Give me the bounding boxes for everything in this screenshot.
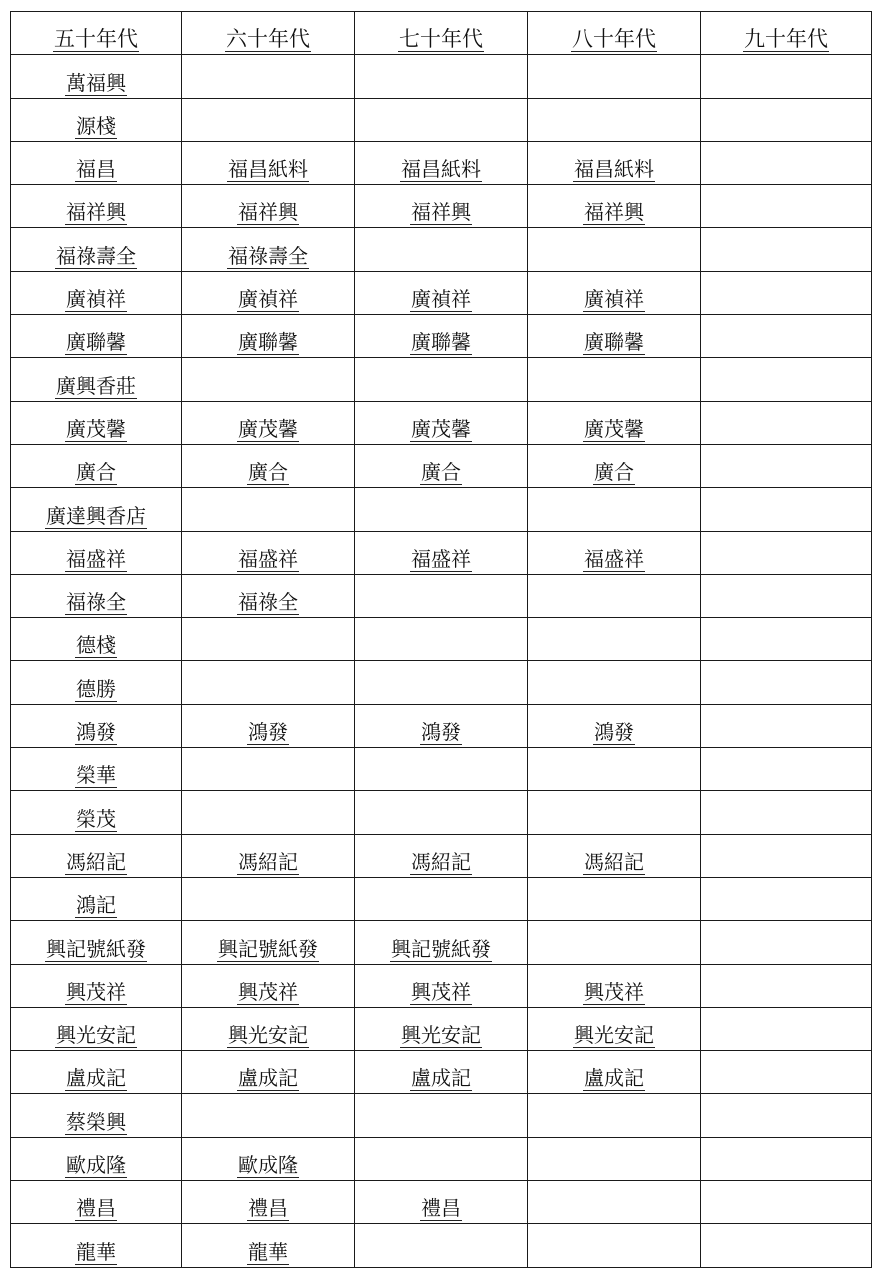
table-row <box>11 358 872 401</box>
table-row <box>11 488 872 531</box>
shop-name: 福盛祥 <box>411 546 471 571</box>
table-cell <box>182 877 355 920</box>
table-cell <box>182 401 355 444</box>
table-cell <box>182 574 355 617</box>
table-cell <box>182 1051 355 1094</box>
table-cell <box>355 228 528 271</box>
shop-name: 福盛祥 <box>238 546 298 571</box>
shop-name: 鴻發 <box>76 720 116 745</box>
table-cell <box>11 704 182 747</box>
table-cell <box>528 271 701 314</box>
table-row <box>11 228 872 271</box>
shop-name: 廣合 <box>76 460 116 485</box>
table-cell <box>355 791 528 834</box>
table-cell <box>528 704 701 747</box>
table-cell <box>701 55 872 98</box>
table-cell <box>355 444 528 487</box>
table-cell <box>701 1051 872 1094</box>
shop-name: 興光安記 <box>574 1023 654 1048</box>
table-cell <box>182 834 355 877</box>
table-cell <box>701 1137 872 1180</box>
shop-name: 廣聯馨 <box>411 330 471 355</box>
shop-name: 馮紹記 <box>238 849 298 874</box>
table-row <box>11 704 872 747</box>
shop-name: 廣禎祥 <box>584 287 644 312</box>
table-cell <box>182 1224 355 1267</box>
shop-name: 廣茂馨 <box>238 416 298 441</box>
table-cell <box>11 228 182 271</box>
table-cell <box>182 921 355 964</box>
table-cell <box>355 271 528 314</box>
table-row <box>11 1137 872 1180</box>
column-header-1990s: 九十年代 <box>701 12 872 55</box>
table-cell <box>355 358 528 401</box>
table-cell <box>182 228 355 271</box>
table-cell <box>182 791 355 834</box>
table-cell <box>11 1094 182 1137</box>
shop-name: 廣合 <box>594 460 634 485</box>
table-cell <box>355 877 528 920</box>
shop-name: 興茂祥 <box>411 979 471 1004</box>
table-cell <box>182 55 355 98</box>
table-cell <box>701 401 872 444</box>
shop-name: 鴻發 <box>421 720 461 745</box>
shop-name: 福祿全 <box>238 590 298 615</box>
table-cell <box>182 358 355 401</box>
table-row <box>11 55 872 98</box>
shop-name: 廣聯馨 <box>238 330 298 355</box>
table-row <box>11 1181 872 1224</box>
shop-name: 源棧 <box>76 113 116 138</box>
shop-name: 興光安記 <box>56 1023 136 1048</box>
table-cell <box>11 964 182 1007</box>
table-cell <box>182 444 355 487</box>
table-cell <box>528 55 701 98</box>
table-cell <box>701 358 872 401</box>
shop-name: 鴻記 <box>76 893 116 918</box>
table-cell <box>11 531 182 574</box>
table-cell <box>701 141 872 184</box>
table-cell <box>528 1224 701 1267</box>
table-cell <box>701 1181 872 1224</box>
shop-name: 興茂祥 <box>238 979 298 1004</box>
table-cell <box>701 271 872 314</box>
table-cell <box>701 488 872 531</box>
table-cell <box>182 1137 355 1180</box>
table-cell <box>701 704 872 747</box>
table-cell <box>182 141 355 184</box>
table-cell <box>528 834 701 877</box>
shop-name: 興茂祥 <box>584 979 644 1004</box>
table-cell <box>355 618 528 661</box>
table-cell <box>11 315 182 358</box>
table-cell <box>701 531 872 574</box>
table-cell <box>11 488 182 531</box>
shop-name: 廣合 <box>421 460 461 485</box>
shop-name: 福祿壽全 <box>228 243 308 268</box>
table-row <box>11 921 872 964</box>
column-header-1980s: 八十年代 <box>528 12 701 55</box>
shop-name: 榮茂 <box>76 806 116 831</box>
shop-name: 盧成記 <box>411 1066 471 1091</box>
table-cell <box>355 401 528 444</box>
table-cell <box>701 444 872 487</box>
table-cell <box>11 1181 182 1224</box>
decades-shop-table <box>10 11 872 1268</box>
table-row <box>11 964 872 1007</box>
column-header-1960s: 六十年代 <box>182 12 355 55</box>
shop-name: 福昌紙料 <box>228 157 308 182</box>
shop-name: 盧成記 <box>584 1066 644 1091</box>
shop-name: 福盛祥 <box>66 546 126 571</box>
table-cell <box>701 791 872 834</box>
table-row <box>11 834 872 877</box>
table-cell <box>701 834 872 877</box>
shop-name: 興記號紙發 <box>46 936 146 961</box>
column-header-1970s: 七十年代 <box>355 12 528 55</box>
table-row <box>11 791 872 834</box>
shop-name: 廣興香莊 <box>56 373 136 398</box>
shop-name: 鴻發 <box>594 720 634 745</box>
shop-name: 廣達興香店 <box>46 503 146 528</box>
table-cell <box>528 444 701 487</box>
table-cell <box>528 964 701 1007</box>
table-cell <box>528 877 701 920</box>
table-row <box>11 1007 872 1050</box>
shop-name: 廣合 <box>248 460 288 485</box>
table-cell <box>11 661 182 704</box>
table-cell <box>701 1094 872 1137</box>
shop-name: 福昌 <box>76 157 116 182</box>
table-cell <box>355 1181 528 1224</box>
shop-name: 鴻發 <box>248 720 288 745</box>
table-cell <box>355 704 528 747</box>
table-cell <box>701 1224 872 1267</box>
table-cell <box>528 1137 701 1180</box>
table-row <box>11 401 872 444</box>
table-cell <box>355 531 528 574</box>
shop-name: 龍華 <box>76 1239 116 1264</box>
table-cell <box>355 921 528 964</box>
shop-name: 禮昌 <box>421 1196 461 1221</box>
table-cell <box>355 315 528 358</box>
table-cell <box>528 315 701 358</box>
table-cell <box>701 1007 872 1050</box>
shop-name: 萬福興 <box>66 70 126 95</box>
table-cell <box>701 964 872 1007</box>
table-cell <box>355 488 528 531</box>
table-row <box>11 1051 872 1094</box>
shop-name: 廣聯馨 <box>66 330 126 355</box>
table-cell <box>182 315 355 358</box>
table-cell <box>355 748 528 791</box>
table-cell <box>528 358 701 401</box>
table-row <box>11 531 872 574</box>
table-cell <box>528 401 701 444</box>
table-cell <box>701 661 872 704</box>
table-cell <box>11 1137 182 1180</box>
shop-name: 禮昌 <box>248 1196 288 1221</box>
table-cell <box>528 661 701 704</box>
table-cell <box>355 98 528 141</box>
table-cell <box>11 141 182 184</box>
table-cell <box>701 748 872 791</box>
table-cell <box>355 55 528 98</box>
shop-name: 福祿全 <box>66 590 126 615</box>
table-cell <box>528 141 701 184</box>
table-cell <box>11 748 182 791</box>
table-cell <box>11 271 182 314</box>
shop-name: 福祥興 <box>66 200 126 225</box>
shop-name: 廣茂馨 <box>584 416 644 441</box>
table-cell <box>355 1224 528 1267</box>
table-cell <box>528 531 701 574</box>
table-cell <box>182 1094 355 1137</box>
table-row <box>11 444 872 487</box>
table-cell <box>355 185 528 228</box>
table-cell <box>355 1007 528 1050</box>
shop-name: 榮華 <box>76 763 116 788</box>
shop-name: 歐成隆 <box>238 1153 298 1178</box>
table-cell <box>701 574 872 617</box>
table-row <box>11 141 872 184</box>
table-cell <box>355 1094 528 1137</box>
shop-name: 福祥興 <box>238 200 298 225</box>
table-cell <box>528 1094 701 1137</box>
shop-name: 興光安記 <box>228 1023 308 1048</box>
shop-name: 廣禎祥 <box>238 287 298 312</box>
table-cell <box>182 704 355 747</box>
shop-name: 盧成記 <box>238 1066 298 1091</box>
table-cell <box>11 574 182 617</box>
shop-name: 廣聯馨 <box>584 330 644 355</box>
table-cell <box>11 358 182 401</box>
table-cell <box>182 1007 355 1050</box>
table-cell <box>528 748 701 791</box>
table-row <box>11 661 872 704</box>
table-cell <box>11 921 182 964</box>
table-row <box>11 315 872 358</box>
table-cell <box>355 1051 528 1094</box>
shop-name: 禮昌 <box>76 1196 116 1221</box>
shop-name: 蔡榮興 <box>66 1109 126 1134</box>
table-row <box>11 185 872 228</box>
table-cell <box>528 618 701 661</box>
table-cell <box>11 55 182 98</box>
table-cell <box>528 1007 701 1050</box>
table-row <box>11 748 872 791</box>
shop-name: 德棧 <box>76 633 116 658</box>
table-cell <box>11 618 182 661</box>
table-row <box>11 574 872 617</box>
table-cell <box>182 964 355 1007</box>
shop-name: 廣茂馨 <box>411 416 471 441</box>
shop-name: 馮紹記 <box>411 849 471 874</box>
shop-name: 馮紹記 <box>584 849 644 874</box>
table-cell <box>701 877 872 920</box>
table-cell <box>701 228 872 271</box>
column-header-1950s: 五十年代 <box>11 12 182 55</box>
table-cell <box>11 834 182 877</box>
table-cell <box>355 834 528 877</box>
shop-name: 馮紹記 <box>66 849 126 874</box>
table-cell <box>701 98 872 141</box>
shop-name: 福昌紙料 <box>401 157 481 182</box>
table-row <box>11 618 872 661</box>
table-cell <box>11 185 182 228</box>
table-row <box>11 98 872 141</box>
table-cell <box>528 488 701 531</box>
shop-name: 福昌紙料 <box>574 157 654 182</box>
table-cell <box>528 921 701 964</box>
shop-name: 德勝 <box>76 676 116 701</box>
table-body <box>11 55 872 1267</box>
table-cell <box>355 574 528 617</box>
table-cell <box>182 271 355 314</box>
table-cell <box>11 1007 182 1050</box>
table-cell <box>182 531 355 574</box>
shop-name: 龍華 <box>248 1239 288 1264</box>
table-cell <box>182 185 355 228</box>
shop-name: 福盛祥 <box>584 546 644 571</box>
shop-name: 福祿壽全 <box>56 243 136 268</box>
table-cell <box>11 791 182 834</box>
shop-name: 興茂祥 <box>66 979 126 1004</box>
table-cell <box>182 98 355 141</box>
shop-name: 廣禎祥 <box>411 287 471 312</box>
shop-name: 盧成記 <box>66 1066 126 1091</box>
header-row <box>11 12 872 55</box>
shop-name: 廣禎祥 <box>66 287 126 312</box>
shop-name: 福祥興 <box>584 200 644 225</box>
shop-name: 興記號紙發 <box>218 936 318 961</box>
table-cell <box>528 228 701 271</box>
table-row <box>11 271 872 314</box>
shop-name: 福祥興 <box>411 200 471 225</box>
shop-name: 興光安記 <box>401 1023 481 1048</box>
table-row <box>11 877 872 920</box>
table-cell <box>11 877 182 920</box>
table-cell <box>528 1051 701 1094</box>
table-cell <box>701 185 872 228</box>
table-cell <box>11 1051 182 1094</box>
table-cell <box>528 791 701 834</box>
table-row <box>11 1224 872 1267</box>
table-cell <box>701 315 872 358</box>
shop-name: 歐成隆 <box>66 1153 126 1178</box>
table-cell <box>528 185 701 228</box>
table-row <box>11 1094 872 1137</box>
table-cell <box>182 1181 355 1224</box>
table-cell <box>11 401 182 444</box>
table-cell <box>355 661 528 704</box>
table-cell <box>528 1181 701 1224</box>
table-cell <box>528 574 701 617</box>
shop-name: 廣茂馨 <box>66 416 126 441</box>
table-cell <box>182 661 355 704</box>
table-cell <box>355 964 528 1007</box>
table-cell <box>11 444 182 487</box>
table-cell <box>182 748 355 791</box>
table-cell <box>11 1224 182 1267</box>
shop-name: 興記號紙發 <box>391 936 491 961</box>
table-cell <box>182 488 355 531</box>
table-cell <box>182 618 355 661</box>
table-cell <box>355 1137 528 1180</box>
table-cell <box>701 618 872 661</box>
table-cell <box>355 141 528 184</box>
table-cell <box>11 98 182 141</box>
table-cell <box>528 98 701 141</box>
table-cell <box>701 921 872 964</box>
